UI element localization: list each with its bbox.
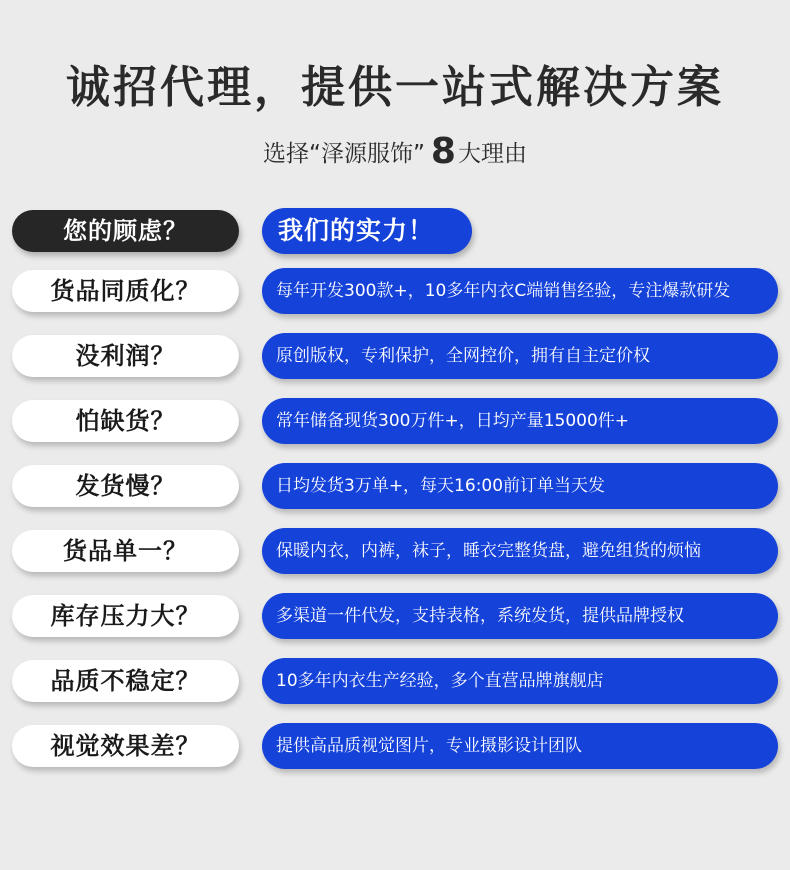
concern-pill-3: 怕缺货？ [12,400,239,442]
answer-pill-8: 提供高品质视觉图片，专业摄影设计团队 [262,723,778,769]
concern-pill-5: 货品单一？ [12,530,239,572]
concerns-header: 您的顾虑？ [12,210,239,252]
subtitle-suffix: 大理由 [457,141,527,167]
answer-pill-2: 原创版权，专利保护，全网控价，拥有自主定价权 [262,333,778,379]
concern-pill-6: 库存压力大？ [12,595,239,637]
concern-pill-2: 没利润？ [12,335,239,377]
page-title: 诚招代理，提供一站式解决方案 [66,62,724,113]
answer-pill-6: 多渠道一件代发，支持表格，系统发货，提供品牌授权 [262,593,778,639]
concern-pill-7: 品质不稳定？ [12,660,239,702]
concern-pill-1: 货品同质化？ [12,270,239,312]
answer-pill-5: 保暖内衣，内裤，袜子，睡衣完整货盘，避免组货的烦恼 [262,528,778,574]
concern-pill-4: 发货慢？ [12,465,239,507]
answer-pill-3: 常年储备现货300万件+，日均产量15000件+ [262,398,778,444]
answer-pill-1: 每年开发300款+，10多年内衣C端销售经验，专注爆款研发 [262,268,778,314]
answer-pill-7: 10多年内衣生产经验，多个直营品牌旗舰店 [262,658,778,704]
concern-pill-8: 视觉效果差？ [12,725,239,767]
subtitle [0,130,790,176]
subtitle-number: 8 [430,131,456,172]
answer-pill-4: 日均发货3万单+，每天16:00前订单当天发 [262,463,778,509]
strengths-header: 我们的实力！ [262,208,472,254]
subtitle-prefix: 选择“泽源服饰” [263,141,425,167]
